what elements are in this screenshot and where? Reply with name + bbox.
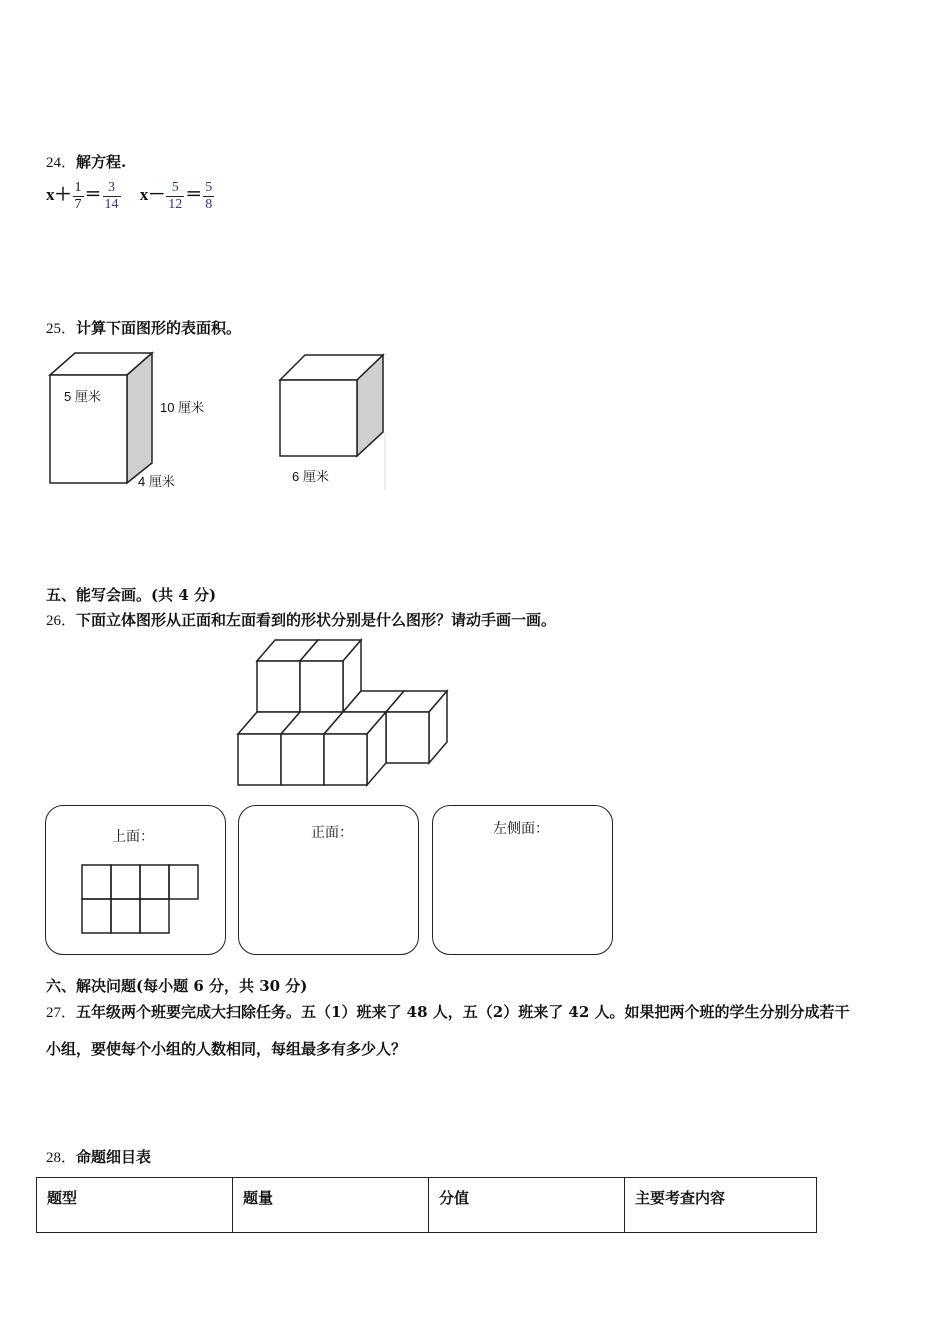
- q25-number: 25．: [46, 321, 77, 337]
- cuboid-side-face: [127, 353, 152, 483]
- cube-front: [300, 661, 343, 712]
- q27-number: 27．: [46, 1005, 77, 1021]
- spec-table: [36, 1177, 817, 1233]
- cube-front: [324, 734, 367, 785]
- fraction: $\frac{5}{12}$: [168, 180, 183, 212]
- cube-front: [281, 734, 324, 785]
- grid-cell: [140, 865, 169, 899]
- grid-cell: [82, 865, 111, 899]
- grid-cell: [82, 899, 111, 933]
- q24-equations: [46, 180, 215, 213]
- q25-heading: [46, 319, 241, 338]
- q24-title: 解方程.: [76, 153, 127, 171]
- q27-line-2: 小组，要使每个小组的人数相同，每组最多有多少人？: [46, 1040, 407, 1058]
- q24-heading: [46, 153, 126, 172]
- front-view-label: 正面：: [311, 825, 353, 841]
- table-header-cell: 分值: [429, 1178, 625, 1233]
- equation-1: x＋ $\frac{1}{7}$ ＝ $\frac{3}{14}$: [46, 180, 119, 212]
- table-header-cell: 题型: [37, 1178, 233, 1233]
- grid-cell: [111, 899, 140, 933]
- cube-front-face: [280, 380, 357, 456]
- table-header-row: [37, 1178, 817, 1233]
- q27-text-1: 五年级两个班要完成大扫除任务。五（1）班来了 48 人，五（2）班来了 42 人。如果把两个班的学生分别分成若干: [76, 1003, 850, 1021]
- cube-front: [386, 712, 429, 763]
- q28-heading: [46, 1148, 151, 1167]
- cube-front: [257, 661, 300, 712]
- grid-cell: [169, 865, 198, 899]
- q28-number: 28．: [46, 1150, 77, 1166]
- top-view-label: 上面：: [112, 829, 154, 845]
- cube-figure: [270, 348, 390, 493]
- front-view-box[interactable]: [238, 805, 419, 955]
- cube-edge-label: 6 厘米: [292, 469, 329, 484]
- cuboid-figure: [40, 348, 230, 498]
- equation-2: x－ $\frac{5}{12}$ ＝ $\frac{5}{8}$: [139, 180, 213, 212]
- cube-front: [238, 734, 281, 785]
- cube-stack-figure: [230, 632, 460, 792]
- cuboid-depth-label: 4 厘米: [138, 474, 175, 489]
- q26-heading: [46, 611, 556, 630]
- section-5-title: 五、能写会画。(共 4 分): [46, 586, 217, 604]
- left-view-label: 左侧面：: [493, 821, 549, 837]
- grid-cell: [111, 865, 140, 899]
- section-6-title: 六、解决问题(每小题 6 分，共 30 分): [46, 977, 308, 995]
- q24-number: 24．: [46, 155, 77, 171]
- q28-title: 命题细目表: [76, 1148, 152, 1166]
- grid-cell: [140, 899, 169, 933]
- q26-title: 下面立体图形从正面和左面看到的形状分别是什么图形？请动手画一画。: [76, 611, 557, 629]
- table-header-cell: 主要考查内容: [625, 1178, 817, 1233]
- cuboid-width-label: 5 厘米: [64, 389, 101, 404]
- q26-number: 26．: [46, 613, 77, 629]
- cuboid-height-label: 10 厘米: [160, 400, 205, 415]
- fraction: $\frac{1}{7}$: [74, 180, 82, 212]
- left-view-box[interactable]: [432, 805, 613, 955]
- table-header-cell: 题量: [233, 1178, 429, 1233]
- fraction: $\frac{3}{14}$: [104, 180, 119, 212]
- q27-line-1: [46, 1003, 850, 1022]
- fraction: $\frac{5}{8}$: [205, 180, 213, 212]
- top-view-grid: [81, 864, 201, 936]
- top-view-box[interactable]: [45, 805, 226, 955]
- q25-title: 计算下面图形的表面积。: [76, 319, 242, 337]
